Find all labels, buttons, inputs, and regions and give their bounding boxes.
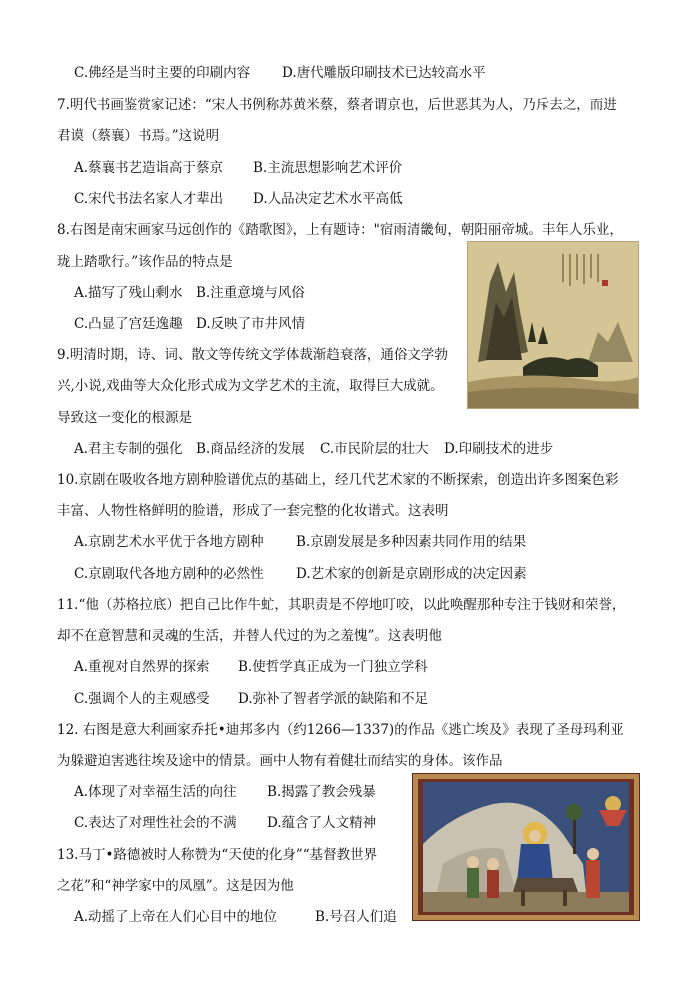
q11-option-b: B.使哲学真正成为一门独立学科 [238,659,428,675]
q10-stem-line1: 10.京剧在吸收各地方剧种脸谱优点的基础上，经几代艺术家的不断探索，创造出许多图案色彩 [57,472,619,488]
q7-stem-line2: 君谟（蔡襄）书焉。”这说明 [57,128,220,144]
q12-stem-line2: 为躲避迫害逃往埃及途中的情景。画中人物有着健壮而结实的身体。该作品 [57,753,503,769]
q13-stem-line2: 之花”和“神学家中的凤凰”。这是因为他 [57,878,294,894]
q9-stem-line3: 导致这一变化的根源是 [57,410,192,426]
q7-stem-line1: 7.明代书画鉴赏家记述：“宋人书例称苏黄米蔡，蔡者谓京也，后世恶其为人，乃斥去之，而进 [57,97,617,113]
q6-option-d: D.唐代雕版印刷技术已达较高水平 [282,65,486,81]
q12-option-d: D.蕴含了人文精神 [267,815,377,831]
q10-option-b: B.京剧发展是多种因素共同作用的结果 [296,534,527,550]
q7-option-a: A.蔡襄书艺造诣高于蔡京 [74,160,224,176]
q11-option-a: A.重视对自然界的探索 [74,659,210,675]
q9-option-a: A.君主专制的强化 [74,441,183,457]
q8-option-b: B.注重意境与风俗 [196,285,305,301]
q8-stem-line2: 珑上踏歌行。”该作品的特点是 [57,254,233,270]
q12-option-a: A.体现了对幸福生活的向往 [74,784,237,800]
q10-option-c: C.京剧取代各地方剧种的必然性 [74,566,264,582]
q12-stem-line1: 12. 右图是意大利画家乔托•迪邦多内（约1266—1337)的作品《逃亡埃及》表现了圣母玛利亚 [57,722,624,738]
q10-option-a: A.京剧艺术水平优于各地方剧种 [74,534,264,550]
flight-into-egypt-painting-image [412,773,640,921]
q7-option-d: D.人品决定艺术水平高低 [253,191,403,207]
q7-option-b: B.主流思想影响艺术评价 [253,160,403,176]
q7-option-c: C.宋代书法名家人才辈出 [74,191,224,207]
q9-option-d: D.印刷技术的进步 [444,441,554,457]
q11-stem-line1: 11.“他（苏格拉底）把自己比作牛虻，其职责是不停地叮咬，以此唤醒那种专注于钱财和荣誉， [57,597,626,613]
q8-stem-line1: 8.右图是南宋画家马远创作的《踏歌图》，上有题诗："宿雨清畿甸，朝阳丽帝城。丰年人乐业， [57,222,623,238]
q12-option-b: B.揭露了教会残暴 [267,784,376,800]
q11-option-d: D.弥补了智者学派的缺陷和不足 [238,691,429,707]
q13-option-a: A.动摇了上帝在人们心目中的地位 [74,909,278,925]
q9-stem-line1: 9.明清时期，诗、词、散文等传统文学体裁渐趋衰落，通俗文学勃 [57,347,448,363]
tagetu-painting-image [467,241,639,409]
q9-stem-line2: 兴,小说,戏曲等大众化形式成为文学艺术的主流，取得巨大成就。 [57,378,444,394]
q9-option-c: C.市民阶层的壮大 [320,441,429,457]
q9-option-b: B.商品经济的发展 [196,441,305,457]
q11-option-c: C.强调个人的主观感受 [74,691,210,707]
q6-option-c: C.佛经是当时主要的印刷内容 [74,65,251,81]
q8-option-a: A.描写了残山剩水 [74,285,183,301]
q12-option-c: C.表达了对理性社会的不满 [74,815,237,831]
q11-stem-line2: 却不在意智慧和灵魂的生活，并替人代过的为之羞愧”。这表明他 [57,628,442,644]
fresco-illustration [413,774,639,920]
q8-option-c: C.凸显了宫廷逸趣 [74,316,183,332]
q13-option-b: B.号召人们追 [315,909,397,925]
q10-option-d: D.艺术家的创新是京剧形成的决定因素 [296,566,527,582]
q8-option-d: D.反映了市井风情 [196,316,306,332]
q13-stem-line1: 13.马丁•路德被时人称赞为“天使的化身”“基督教世界 [57,847,378,863]
q10-stem-line2: 丰富、人物性格鲜明的脸谱，形成了一套完整的化妆谱式。这表明 [57,503,449,519]
landscape-painting-illustration [468,242,638,408]
